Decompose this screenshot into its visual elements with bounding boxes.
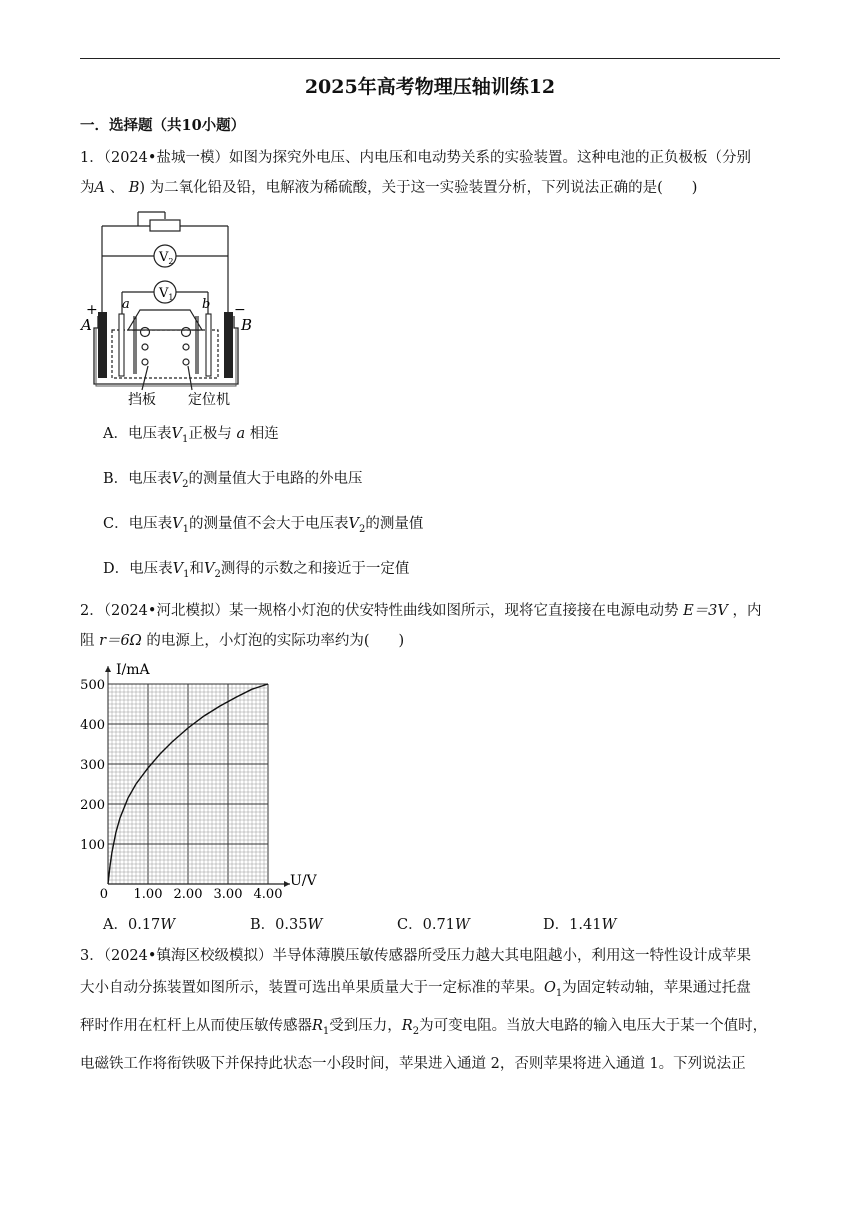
question-2-stem: 2．（2024•河北模拟）某一规格小灯泡的伏安特性曲线如图所示，现将它直接接在电源电动势 E＝3V ，内 阻 r＝6Ω 的电源上，小灯泡的实际功率约为( ) <box>80 603 762 649</box>
chart-x-axis-label: U/V <box>290 873 317 889</box>
q1-option-c[interactable]: C．电压表$V_1$的测量值不会大于电压表$V_2$的测量值 <box>103 516 424 535</box>
q1-var-b: B <box>128 180 140 196</box>
label-baffle: 挡板 <box>128 392 156 408</box>
x-tick-label: 3.00 <box>213 887 243 900</box>
y-tick-label: 400 <box>80 718 105 733</box>
q2-option-c[interactable]: C．0.71W <box>397 917 470 933</box>
y-tick-label: 200 <box>80 798 105 813</box>
q1-text-line2-start: 为 <box>80 180 95 196</box>
y-axis-arrow <box>105 666 111 672</box>
q1-sep: 、 <box>104 180 129 196</box>
q1-text-line1: 如图为探究外电压、内电压和电动势关系的实验装置。这种电池的正负极板（分别 <box>228 150 751 166</box>
plus-sign: + <box>86 302 98 318</box>
document-title: 2025年高考物理压轴训练12 <box>304 76 556 98</box>
q1-option-a[interactable]: A．电压表$V_1$正极与 a 相连 <box>103 426 279 445</box>
x-tick-label: 4.00 <box>253 887 283 900</box>
q1-number: 1． <box>80 150 104 166</box>
q2-iv-chart <box>78 660 340 900</box>
question-1-stem <box>80 143 780 203</box>
q3-number: 3． <box>80 948 104 964</box>
q1-text-line2-end: ) 为二氧化铅及铅，电解液为稀硫酸，关于这一实验装置分析，下列说法正确的是( ) <box>139 180 698 196</box>
x-tick-label: 1.00 <box>133 887 163 900</box>
q2-number: 2． <box>80 603 104 619</box>
q2-emf: E＝3V <box>683 603 728 619</box>
voltmeter-v1-label: $V_1$ <box>159 286 174 302</box>
minus-sign: − <box>234 302 246 318</box>
q3-source: （2024•镇海区校级模拟） <box>103 948 273 964</box>
y-tick-label: 500 <box>80 678 105 693</box>
q1-circuit-figure <box>78 206 268 408</box>
chart-y-axis-label: I/mA <box>116 662 150 678</box>
q2-option-d[interactable]: D．1.41W <box>543 917 617 933</box>
q2-option-a[interactable]: A．0.17W <box>103 917 176 933</box>
label-probe-a: a <box>122 297 130 312</box>
label-locator: 定位机 <box>188 392 230 408</box>
q2-resistance: r＝6Ω <box>99 633 142 649</box>
q2-option-b[interactable]: B．0.35W <box>250 917 323 933</box>
q1-source: （2024•盐城一模） <box>103 150 229 166</box>
label-probe-b: b <box>202 297 211 312</box>
header-rule <box>80 58 780 59</box>
q1-var-a: A <box>94 180 105 196</box>
question-3-stem: 3．（2024•镇海区校级模拟）半导体薄膜压敏传感器所受压力越大其电阻越小，利用这一特性设计成苹果 大小自动分拣装置如图所示，装置可选出单果质量大于一定标准的苹果。$O_1$为固定转动轴，苹果通过托盘 秤时作用在杠杆上从而使压敏传感器$R_1$受到压力，$R_2$为可变电阻。当放大电路的输入电压大于某一个值时， 电磁铁工作将衔铁吸下并保持此状态一小段时间，苹果进入通道 2，否则苹果将进入通道 1。下列说法正 <box>80 948 768 1072</box>
q1-option-b[interactable]: B．电压表$V_2$的测量值大于电路的外电压 <box>103 471 363 490</box>
y-tick-label: 300 <box>80 758 105 773</box>
label-electrode-a-upper: A <box>81 316 92 334</box>
y-tick-label: 100 <box>80 838 105 853</box>
q1-option-d[interactable]: D．电压表$V_1$和$V_2$测得的示数之和接近于一定值 <box>103 561 410 580</box>
x-tick-label: 2.00 <box>173 887 203 900</box>
section-title: 一．选择题（共10小题） <box>80 117 246 134</box>
voltmeter-v2-label: $V_2$ <box>159 250 174 266</box>
x-tick-label: 0 <box>99 887 108 900</box>
q2-source: （2024•河北模拟） <box>103 603 229 619</box>
label-electrode-b-upper: B <box>241 316 253 334</box>
